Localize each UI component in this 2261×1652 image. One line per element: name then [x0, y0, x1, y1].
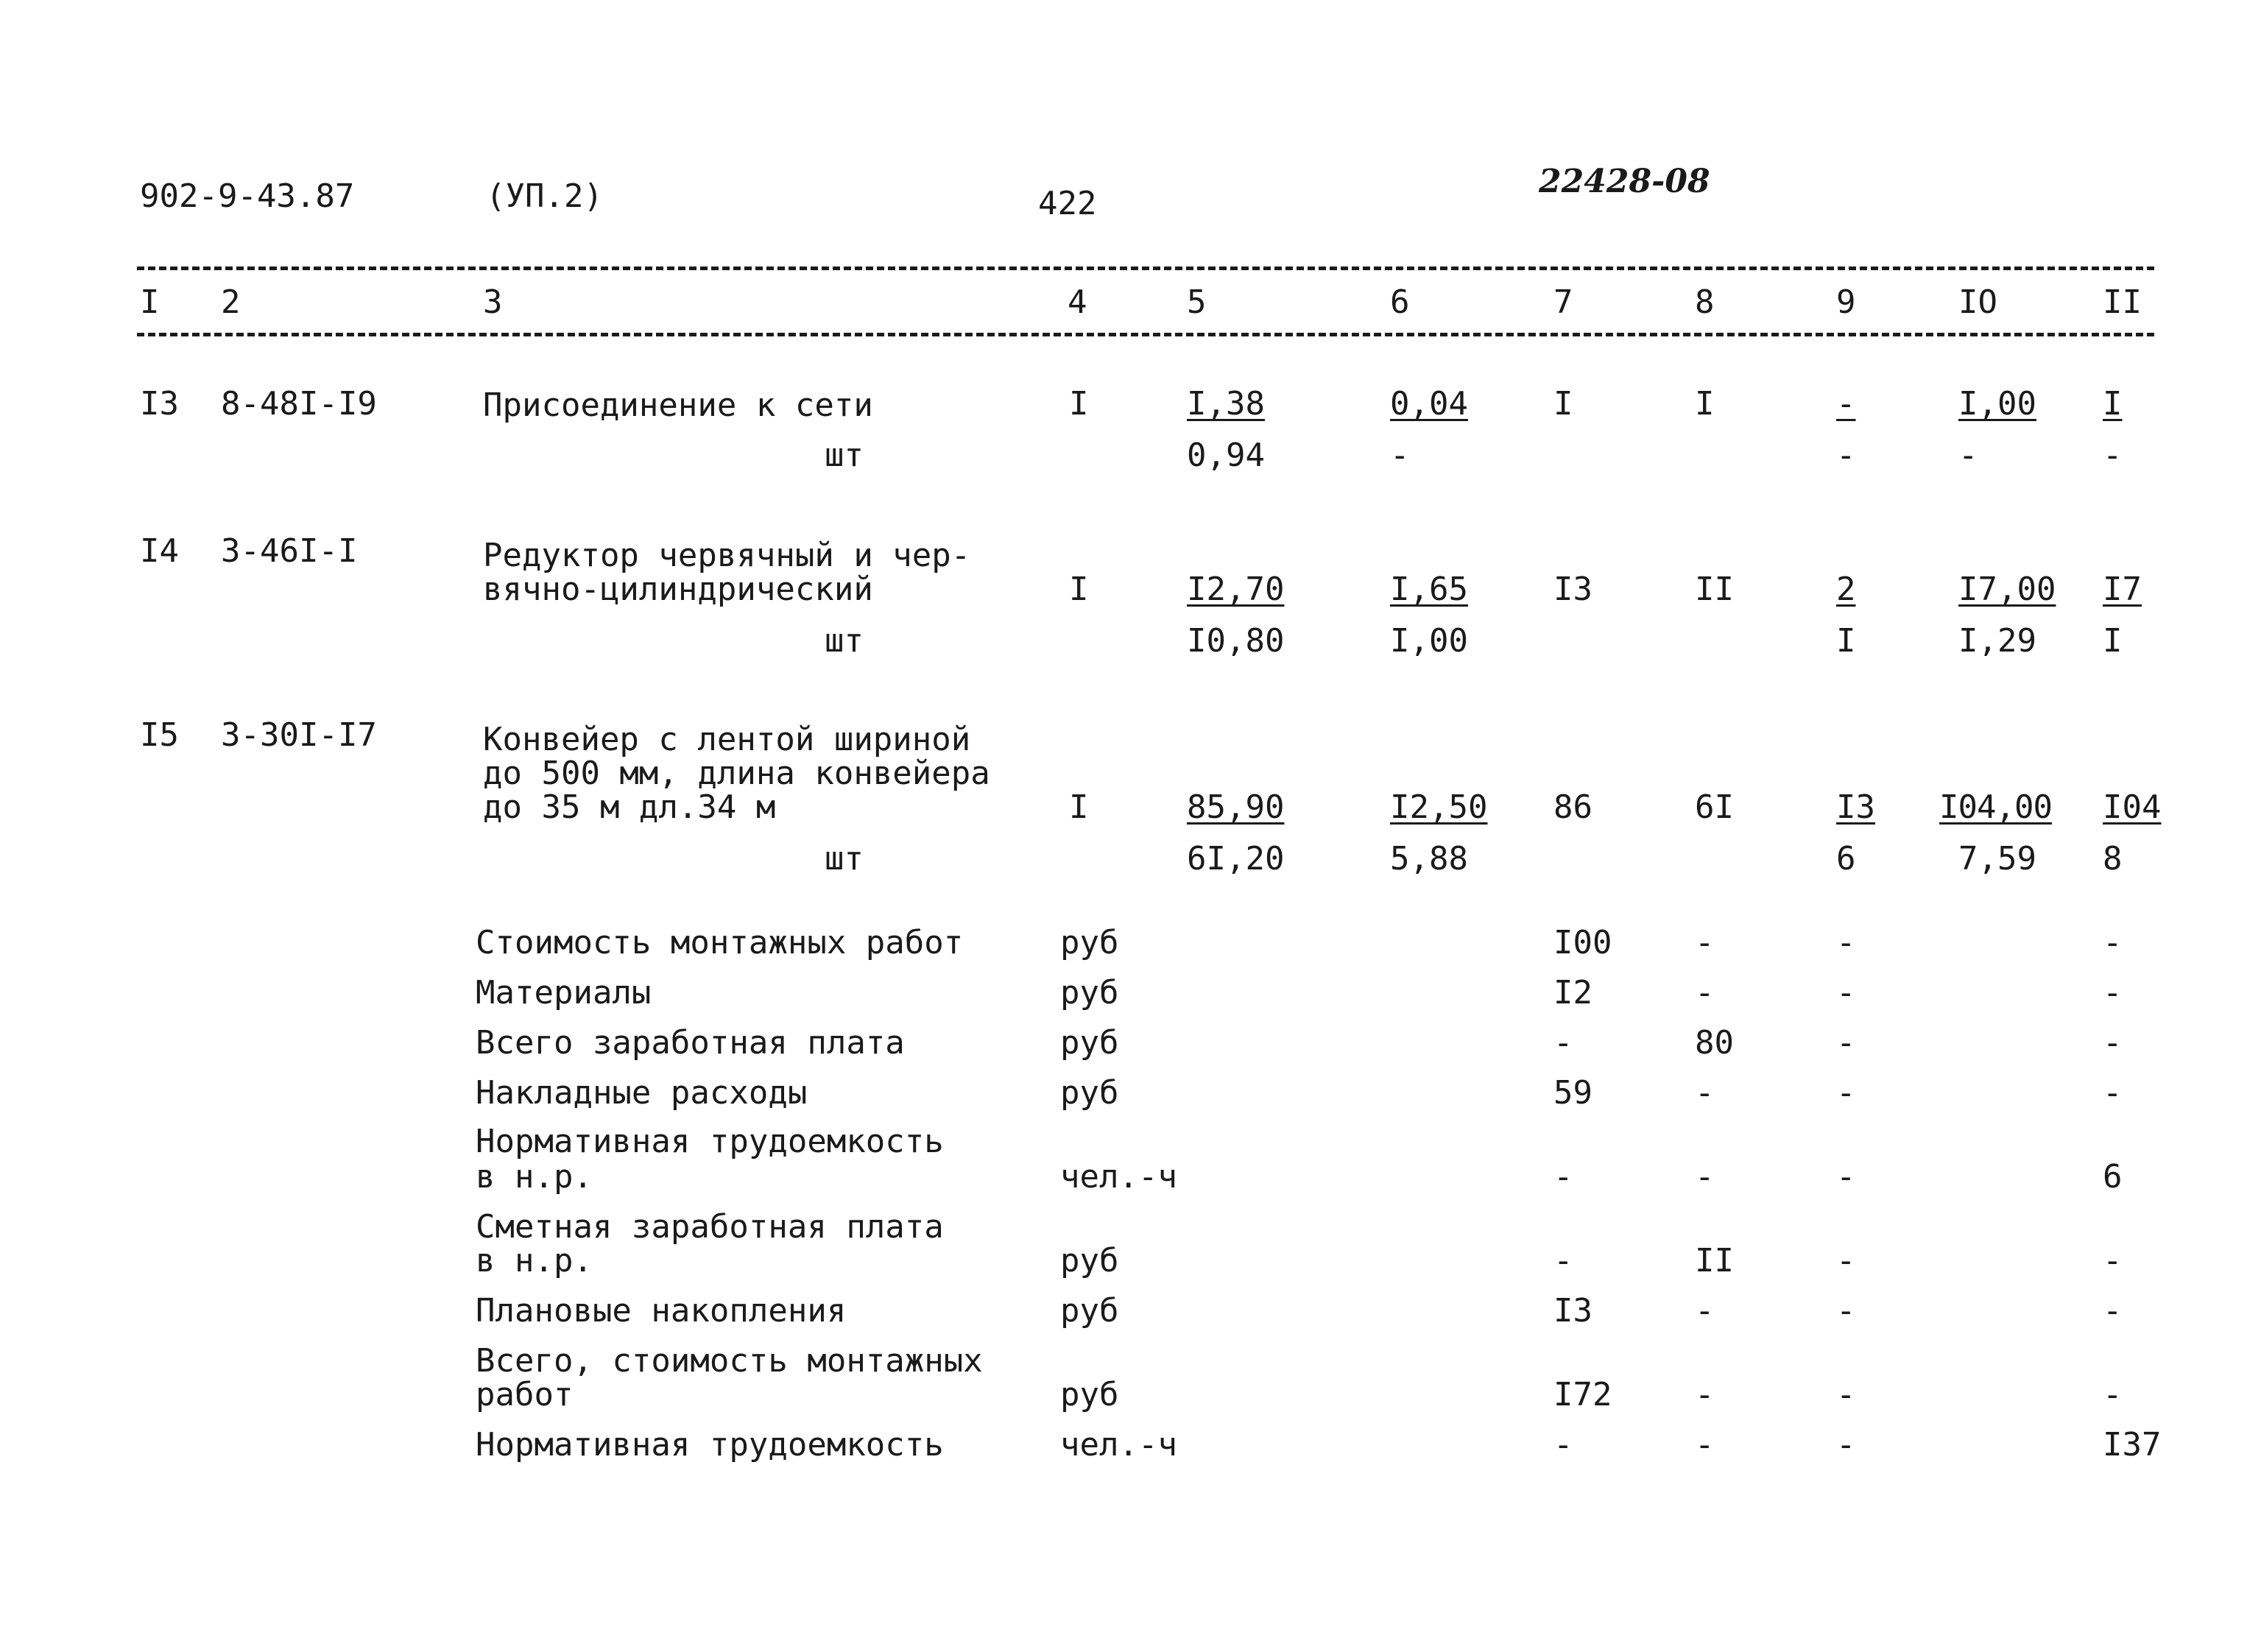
machine-wages: 5,88: [1390, 840, 1468, 878]
summary-label: Нормативная трудоемкость: [476, 1426, 944, 1464]
summary-c9: -: [1836, 974, 1856, 1012]
machine-total: -: [1836, 385, 1856, 423]
summary-unit: чел.-ч: [1060, 1158, 1177, 1196]
machine-total-wages: 6: [1836, 840, 1856, 878]
summary-c8: -: [1695, 924, 1715, 961]
summary-label: Плановые накопления: [476, 1292, 847, 1330]
summary-c7: -: [1553, 1426, 1573, 1464]
summary-c9: -: [1836, 1426, 1856, 1464]
summary-c7: 59: [1553, 1074, 1592, 1112]
summary-c9: -: [1836, 1024, 1856, 1062]
quantity: I: [1069, 385, 1089, 423]
labor-unit-machinist: -: [1958, 437, 1978, 474]
column-header: 7: [1553, 283, 1573, 321]
summary-c7: I72: [1553, 1376, 1612, 1413]
machine-cost: I2,50: [1390, 788, 1488, 826]
header-divider-bottom: [137, 333, 2154, 336]
summary-unit: руб: [1060, 1376, 1119, 1413]
summary-c8: -: [1695, 1074, 1715, 1112]
unit-cost-wages: 6I,20: [1187, 840, 1285, 878]
row-number: I4: [140, 532, 179, 570]
labor-unit-machinist: I,29: [1958, 622, 2036, 660]
summary-c8: -: [1695, 1376, 1715, 1413]
unit-cost-total: I,38: [1187, 385, 1265, 423]
unit: шт: [825, 437, 864, 474]
unit: шт: [825, 622, 864, 660]
album-number: (УП.2): [486, 177, 603, 215]
document-code: 902-9-43.87: [140, 177, 355, 215]
labor-total-machinist: I: [2103, 622, 2123, 660]
labor-unit-machinist: 7,59: [1958, 840, 2036, 878]
summary-label: работ: [476, 1376, 574, 1413]
summary-label: в н.р.: [476, 1158, 593, 1196]
summary-c8: -: [1695, 974, 1715, 1012]
summary-c11: I37: [2103, 1426, 2162, 1464]
labor-unit: I7,00: [1958, 571, 2056, 608]
page-number: 422: [1038, 185, 1097, 222]
summary-c9: -: [1836, 1376, 1856, 1413]
machine-wages: I,00: [1390, 622, 1468, 660]
summary-label: Сметная заработная плата: [476, 1208, 944, 1246]
summary-c8: -: [1695, 1158, 1715, 1196]
work-name-line: до 35 м дл.34 м: [483, 788, 776, 826]
summary-c11: -: [2103, 974, 2123, 1012]
total-wages: I: [1695, 385, 1715, 423]
summary-c11: -: [2103, 1024, 2123, 1062]
unit: шт: [825, 840, 864, 878]
summary-c11: -: [2103, 1376, 2123, 1413]
total-cost: 86: [1553, 788, 1592, 826]
summary-c7: -: [1553, 1024, 1573, 1062]
price-code: 3-46I-I: [221, 532, 358, 570]
summary-c8: -: [1695, 1292, 1715, 1330]
column-header: 9: [1836, 283, 1856, 321]
summary-label: Стоимость монтажных работ: [476, 924, 964, 961]
header-divider-top: [137, 266, 2154, 270]
price-code: 3-30I-I7: [221, 716, 377, 754]
column-header: II: [2103, 283, 2142, 321]
total-wages: 6I: [1695, 788, 1734, 826]
machine-total-wages: -: [1836, 437, 1856, 474]
summary-c11: 6: [2103, 1158, 2123, 1196]
column-header: 8: [1695, 283, 1715, 321]
column-header: 4: [1068, 283, 1087, 321]
handwritten-inventory-code: 22428-08: [1539, 163, 1710, 200]
summary-label: в н.р.: [476, 1242, 593, 1279]
total-cost: I: [1553, 385, 1573, 423]
summary-unit: руб: [1060, 974, 1119, 1012]
row-number: I5: [140, 716, 179, 754]
summary-c11: -: [2103, 1242, 2123, 1279]
summary-c11: -: [2103, 1074, 2123, 1112]
summary-unit: руб: [1060, 1024, 1119, 1062]
summary-c8: II: [1695, 1242, 1734, 1279]
summary-c9: -: [1836, 924, 1856, 961]
summary-label: Нормативная трудоемкость: [476, 1123, 944, 1160]
unit-cost-total: 85,90: [1187, 788, 1285, 826]
summary-c8: 80: [1695, 1024, 1734, 1062]
summary-label: Материалы: [476, 974, 652, 1012]
summary-unit: чел.-ч: [1060, 1426, 1177, 1464]
quantity: I: [1069, 788, 1089, 826]
column-header: 3: [483, 283, 503, 321]
labor-total-machinist: -: [2103, 437, 2123, 474]
total-wages: II: [1695, 571, 1734, 608]
summary-c11: -: [2103, 924, 2123, 961]
column-header: I: [140, 283, 160, 321]
summary-c7: -: [1553, 1158, 1573, 1196]
total-cost: I3: [1553, 571, 1592, 608]
summary-unit: руб: [1060, 1292, 1119, 1330]
summary-c7: I3: [1553, 1292, 1592, 1330]
work-name-line: Конвейер с лентой шириной: [483, 721, 971, 758]
machine-total-wages: I: [1836, 622, 1856, 660]
summary-label: Всего заработная плата: [476, 1024, 905, 1062]
summary-c11: -: [2103, 1292, 2123, 1330]
summary-unit: руб: [1060, 924, 1119, 961]
summary-c9: -: [1836, 1292, 1856, 1330]
row-number: I3: [140, 385, 179, 423]
summary-label: Всего, стоимость монтажных: [476, 1342, 983, 1380]
labor-total-machinist: 8: [2103, 840, 2123, 878]
column-header: 2: [221, 283, 241, 321]
machine-cost: 0,04: [1390, 385, 1468, 423]
column-header: 5: [1187, 283, 1207, 321]
summary-c7: I2: [1553, 974, 1592, 1012]
unit-cost-total: I2,70: [1187, 571, 1285, 608]
unit-cost-wages: I0,80: [1187, 622, 1285, 660]
machine-wages: -: [1390, 437, 1410, 474]
labor-total: I: [2103, 385, 2123, 423]
machine-total: I3: [1836, 788, 1875, 826]
work-name-line: Присоединение к сети: [483, 386, 873, 424]
column-header: IO: [1958, 283, 1997, 321]
labor-total: I7: [2103, 571, 2142, 608]
summary-c7: I00: [1553, 924, 1612, 961]
labor-unit: I,00: [1958, 385, 2036, 423]
machine-cost: I,65: [1390, 571, 1468, 608]
price-code: 8-48I-I9: [221, 385, 377, 423]
quantity: I: [1069, 571, 1089, 608]
summary-c8: -: [1695, 1426, 1715, 1464]
work-name-line: Редуктор червячный и чер-: [483, 537, 971, 574]
labor-total: I04: [2103, 788, 2162, 826]
summary-c7: -: [1553, 1242, 1573, 1279]
summary-unit: руб: [1060, 1074, 1119, 1112]
unit-cost-wages: 0,94: [1187, 437, 1265, 474]
work-name-line: до 500 мм, длина конвейера: [483, 755, 990, 792]
summary-unit: руб: [1060, 1242, 1119, 1279]
summary-c9: -: [1836, 1158, 1856, 1196]
summary-c9: -: [1836, 1242, 1856, 1279]
summary-label: Накладные расходы: [476, 1074, 808, 1112]
work-name-line: вячно-цилиндрический: [483, 571, 873, 608]
summary-c9: -: [1836, 1074, 1856, 1112]
machine-total: 2: [1836, 571, 1856, 608]
labor-unit: I04,00: [1939, 788, 2052, 826]
column-header: 6: [1390, 283, 1410, 321]
